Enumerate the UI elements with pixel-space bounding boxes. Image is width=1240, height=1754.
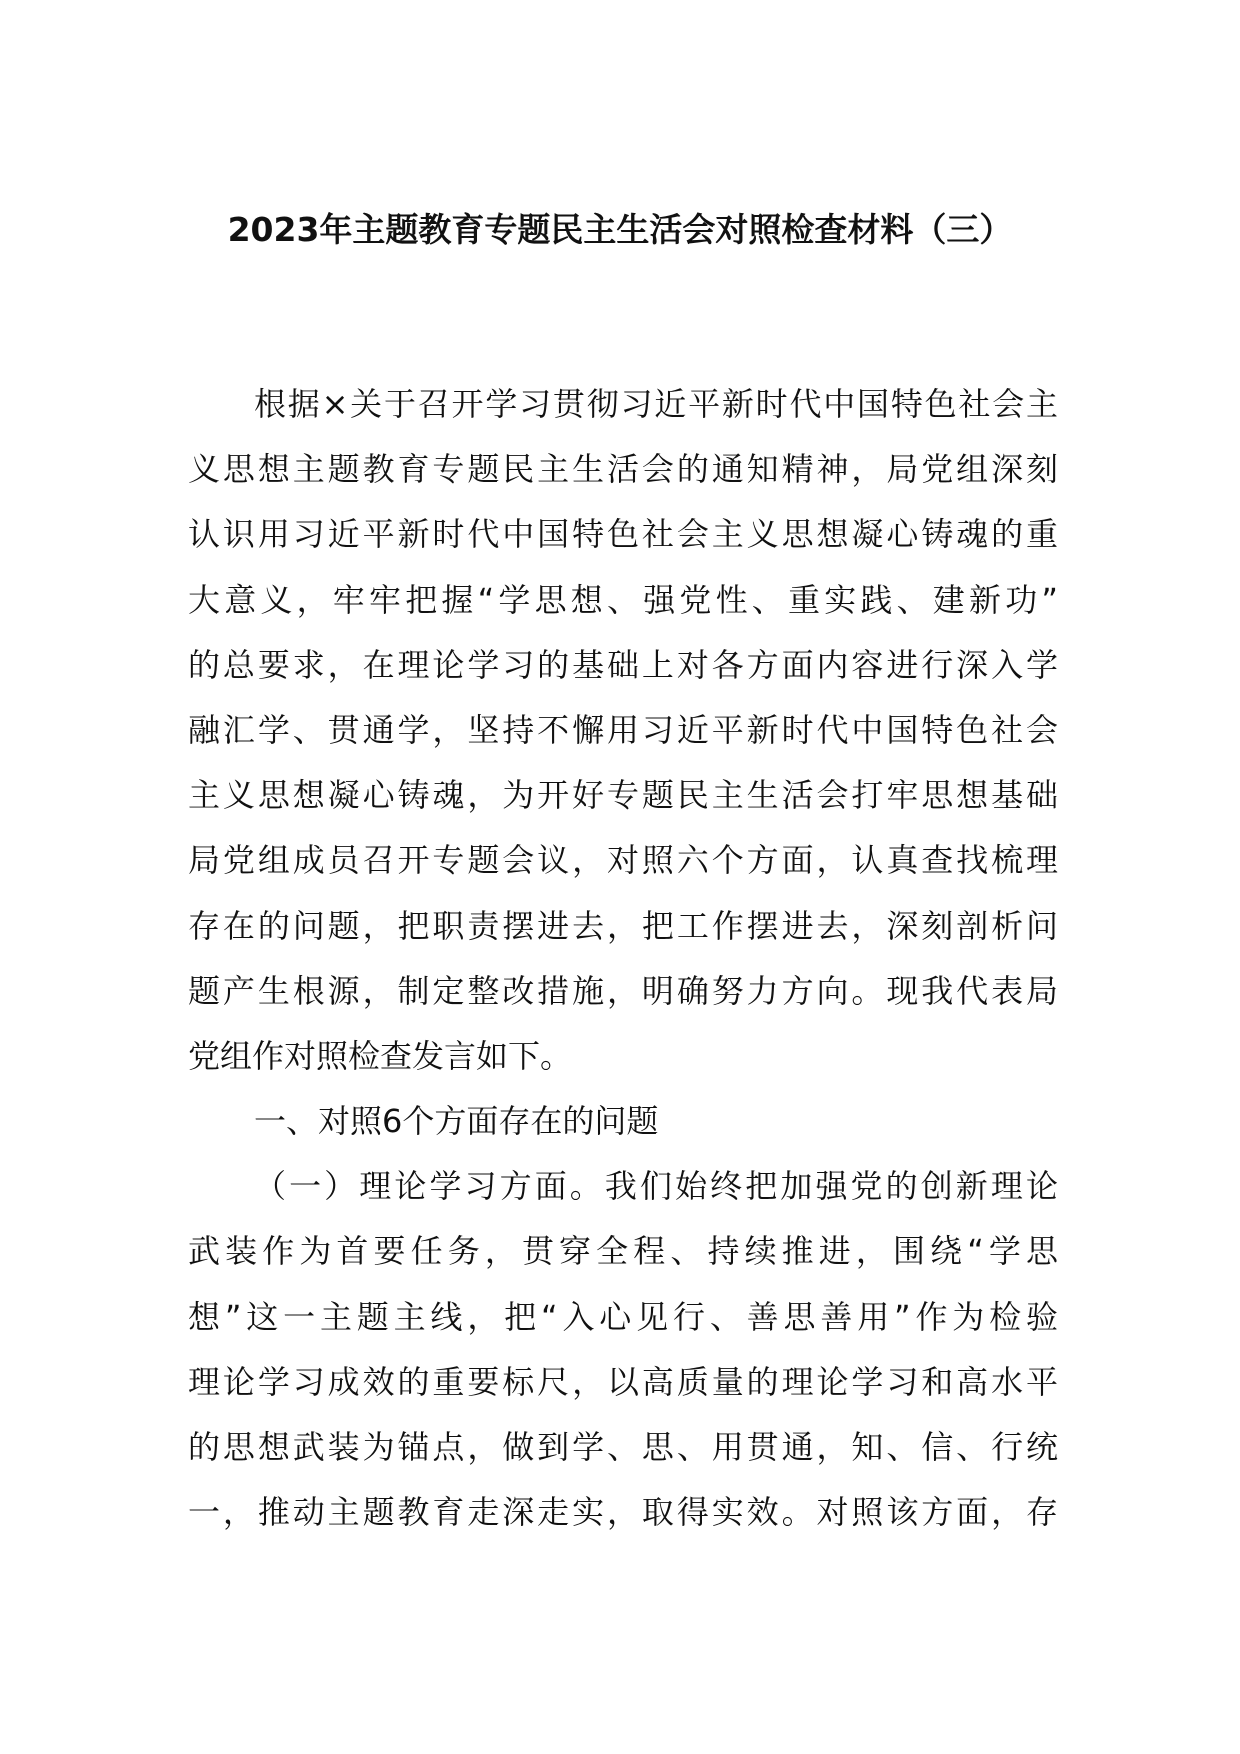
- document-title: 2023年主题教育专题民主生活会对照检查材料（三）: [227, 210, 1013, 249]
- paragraph-line: 大意义，牢牢把握“学思想、强党性、重实践、建新功”: [188, 580, 1058, 619]
- paragraph-line: 理论学习成效的重要标尺，以高质量的理论学习和高水平: [188, 1362, 1058, 1401]
- paragraph-line: 题产生根源，制定整改措施，明确努力方向。现我代表局: [188, 971, 1058, 1010]
- paragraph-line: 想”这一主题主线，把“入心见行、善思善用”作为检验: [188, 1297, 1058, 1336]
- document-body: [188, 372, 1058, 1545]
- paragraph-line: 融汇学、贯通学，坚持不懈用习近平新时代中国特色社会: [188, 710, 1058, 749]
- paragraph-line: 义思想主题教育专题民主生活会的通知精神，局党组深刻: [188, 450, 1058, 489]
- paragraph-line: 主义思想凝心铸魂，为开好专题民主生活会打牢思想基础: [188, 776, 1058, 815]
- paragraph-line: 根据×关于召开学习贯彻习近平新时代中国特色社会主: [254, 385, 1058, 423]
- paragraph-line: 武装作为首要任务，贯穿全程、持续推进，围绕“学思: [188, 1232, 1058, 1271]
- paragraph-line: 党组作对照检查发言如下。: [188, 1036, 573, 1075]
- paragraph-line: （一）理论学习方面。我们始终把加强党的创新理论: [254, 1167, 1058, 1206]
- paragraph-line: 局党组成员召开专题会议，对照六个方面，认真查找梳理: [188, 841, 1058, 880]
- paragraph-line: 存在的问题，把职责摆进去，把工作摆进去，深刻剖析问: [188, 906, 1058, 945]
- section-heading: 一、对照6个方面存在的问题: [254, 1102, 659, 1141]
- paragraph-line: 认识用习近平新时代中国特色社会主义思想凝心铸魂的重: [188, 515, 1058, 554]
- paragraph-line: 的总要求，在理论学习的基础上对各方面内容进行深入学: [188, 645, 1058, 684]
- paragraph-line: 一，推动主题教育走深走实，取得实效。对照该方面，存: [188, 1493, 1058, 1532]
- paragraph-line: 的思想武装为锚点，做到学、思、用贯通，知、信、行统: [188, 1428, 1058, 1466]
